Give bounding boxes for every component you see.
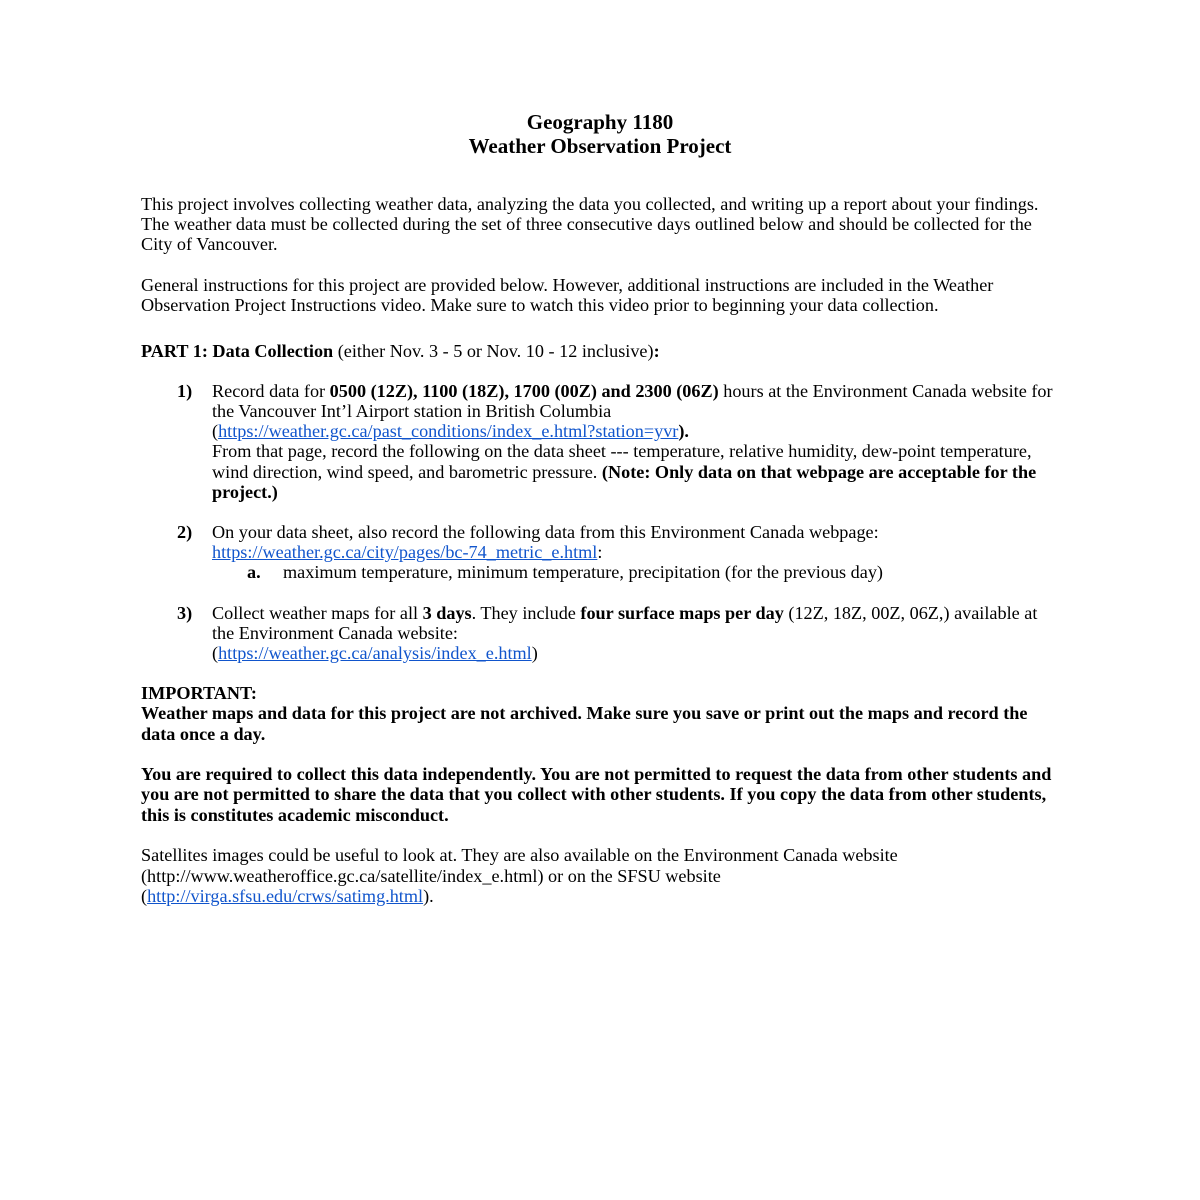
- list-item-2-text: [212, 522, 1059, 562]
- list-number: 2): [177, 521, 193, 542]
- item-text: :: [597, 542, 603, 563]
- item-text: (12Z, 18Z, 00Z, 06Z,) available at the Environment Canada website:: [212, 602, 1038, 643]
- item-text: On your data sheet, also record the following data from this Environment Canada webpage:: [212, 521, 879, 542]
- project-title: Weather Observation Project: [468, 134, 732, 158]
- analysis-maps-link[interactable]: https://weather.gc.ca/analysis/index_e.html: [218, 642, 532, 663]
- item-days-bold: 3 days: [422, 602, 472, 623]
- list-number: 1): [177, 380, 193, 401]
- intro-paragraph-2: General instructions for this project are provided below. However, additional instructions are included in the Weather Observation Project Instructions video. Make sure to watch this video prior to beginning your data collection.: [141, 275, 994, 316]
- part1-heading-dates: (either Nov. 3 - 5 or Nov. 10 - 12 inclusive): [333, 340, 654, 361]
- list-number: 3): [177, 602, 193, 623]
- part1-heading-colon: :: [653, 340, 660, 361]
- list-item-3-text: [212, 603, 1059, 664]
- sub-list-item-a: [141, 562, 1059, 582]
- sub-list-text: maximum temperature, minimum temperature, precipitation (for the previous day): [283, 562, 883, 583]
- item-text: (: [212, 642, 219, 663]
- item-text: ).: [678, 421, 689, 442]
- list-item-2: [141, 522, 1059, 583]
- item-text: Collect weather maps for all: [212, 602, 423, 623]
- important-heading: IMPORTANT:: [141, 683, 257, 704]
- item-text: hours at the Environment Canada website for the Vancouver Int’l Airport station in British Columbia: [212, 380, 1053, 421]
- document-title: [141, 110, 1059, 158]
- sfsu-satellite-link[interactable]: http://virga.sfsu.edu/crws/satimg.html: [147, 885, 424, 906]
- course-title: Geography 1180: [526, 110, 674, 134]
- item-text: From that page, record the following on the data sheet --- temperature, relative humidity, dew-point temperature, wind direction, wind speed, and barometric pressure.: [212, 441, 1032, 482]
- part1-heading: [141, 341, 1059, 361]
- item-text: Record data for: [212, 380, 330, 401]
- part1-heading-bold: PART 1: Data Collection: [141, 340, 334, 361]
- list-item-3: [141, 603, 1059, 664]
- item-text: ): [531, 642, 538, 663]
- city-forecast-link[interactable]: https://weather.gc.ca/city/pages/bc-74_metric_e.html: [212, 542, 598, 563]
- sub-list-letter: a.: [247, 562, 261, 583]
- intro-paragraph-1: This project involves collecting weather data, analyzing the data you collected, and writing up a report about your findings. The weather data must be collected during the set of three consecutive days outlined below and should be collected for the City of Vancouver.: [141, 194, 1039, 255]
- list-item-1-text: [212, 381, 1059, 502]
- satellite-paragraph: [141, 845, 1059, 906]
- past-conditions-link[interactable]: https://weather.gc.ca/past_conditions/index_e.html?station=yvr: [218, 421, 679, 442]
- item-maps-bold: four surface maps per day: [580, 602, 784, 623]
- important-paragraph-1: Weather maps and data for this project are not archived. Make sure you save or print out the maps and record the data once a day.: [141, 703, 1028, 744]
- item-text: (: [212, 421, 219, 442]
- document-page: [141, 110, 1059, 926]
- list-item-1: [141, 381, 1059, 502]
- item-text: . They include: [471, 602, 581, 623]
- satellite-text: (: [141, 885, 148, 906]
- item-times-bold: 0500 (12Z), 1100 (18Z), 1700 (00Z) and 2300 (06Z): [329, 380, 719, 401]
- important-section: [141, 683, 1059, 825]
- important-paragraph-2: You are required to collect this data independently. You are not permitted to request the data from other students and you are not permitted to share the data that you collect with other students. If you copy the data from other students, this is constitutes academic misconduct.: [141, 764, 1052, 825]
- satellite-text: Satellites images could be useful to look at. They are also available on the Environment Canada website (http://www.weatheroffice.gc.ca/satellite/index_e.html) or on the SFSU website: [141, 845, 898, 886]
- satellite-text: ).: [423, 885, 434, 906]
- item-note-bold: (Note: Only data on that webpage are acceptable for the project.): [212, 461, 1037, 502]
